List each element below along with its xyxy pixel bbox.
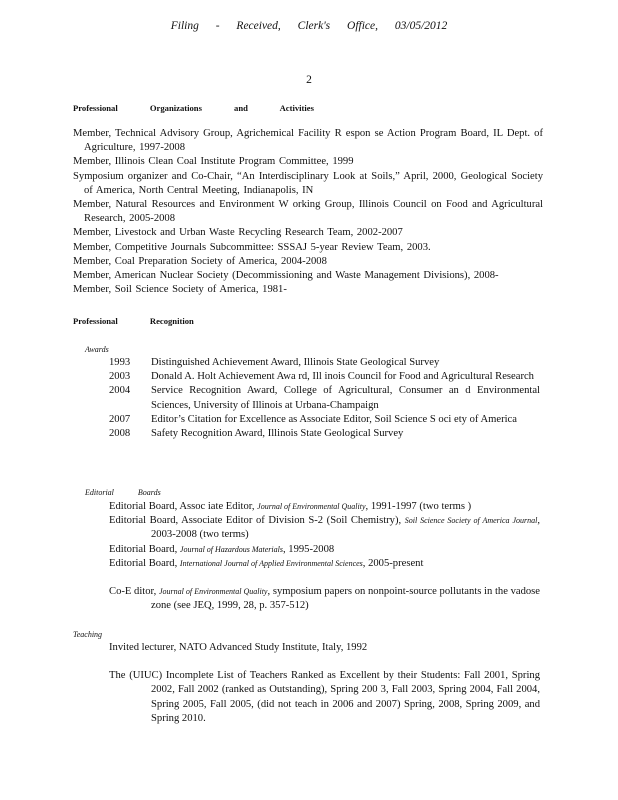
teaching-entry: The (UIUC) Incomplete List of Teachers Ranked as Excellent by their Students: Fall 2001, Spring 2002, Fall 2002 (ranked as Outstanding), Spring 200 3, Fall 2003, Spring 2004, Fall 2004, Spring 2005, Fall 2005, (did not teach in 2006 and 2007) Spring, 2008, Spring 2009, and Spring 2010.: [109, 670, 540, 724]
teaching-list: [109, 641, 540, 726]
org-entry: Symposium organizer and Co-Chair, “An Interdisciplinary Look at Soils,” April, 2000, Geological Society of America, North Central Meeting, Indianapolis, IN: [73, 170, 543, 196]
editorial-role: Editorial Board,: [109, 557, 178, 569]
editorial-term: , 1995-2008: [282, 543, 335, 555]
editorial-entry: [109, 543, 540, 557]
editorial-role: Co-E ditor,: [109, 586, 157, 598]
award-year: 2004: [109, 385, 131, 397]
teaching-label: Teaching: [73, 630, 103, 639]
editorial-term: , 1991-1997 (two terms ): [365, 501, 472, 512]
section-title-recognition: Professional Recognition: [73, 316, 194, 326]
journal-name: Soil Science Society of America Journal: [404, 516, 538, 526]
award-row: [109, 370, 540, 384]
org-entry: Member, Competitive Journals Subcommittee: SSSAJ 5-year Review Team, 2003.: [73, 241, 431, 253]
journal-name: Journal of Environmental Quality: [159, 587, 268, 597]
award-text: Service Recognition Award, College of Agricultural, Consumer an d Environmental Sciences, University of Illinois at Urbana-Champaign: [151, 385, 540, 411]
award-year: 2008: [109, 428, 131, 440]
org-entry: Member, American Nuclear Society (Decommissioning and Waste Management Divisions), 2008-: [73, 270, 499, 282]
editorial-entry: [109, 514, 540, 542]
award-year: 2003: [109, 371, 131, 383]
journal-name: Journal of Hazardous Materials: [179, 544, 283, 554]
organizations-list: [73, 127, 543, 297]
editorial-term: , 2003-2008 (two terms): [151, 515, 541, 541]
org-entry: Member, Livestock and Urban Waste Recycling Research Team, 2002-2007: [73, 227, 403, 239]
award-text: Donald A. Holt Achievement Awa rd, Ill inois Council for Food and Agricultural Research: [151, 371, 534, 383]
awards-label: Awards: [85, 345, 109, 354]
editorial-role: Editorial Board, Associate Editor of Division S-2 (Soil Chemistry),: [109, 515, 402, 527]
award-text: Distinguished Achievement Award, Illinois State Geological Survey: [151, 357, 440, 368]
org-entry: Member, Illinois Clean Coal Institute Program Committee, 1999: [73, 156, 354, 168]
journal-name: Journal of Environmental Quality: [257, 502, 366, 511]
editorial-entry: [109, 557, 540, 571]
journal-name: International Journal of Applied Environmental Sciences: [179, 558, 363, 568]
award-row: [109, 356, 540, 370]
teaching-entry: Invited lecturer, NATO Advanced Study Institute, Italy, 1992: [109, 642, 368, 653]
section-title-organizations: Professional Organizations and Activities: [73, 103, 314, 113]
award-row: [109, 384, 540, 412]
award-row: [109, 413, 540, 427]
award-year: 1993: [109, 357, 131, 368]
award-text: Safety Recognition Award, Illinois State Geological Survey: [151, 428, 404, 440]
editorial-boards-label: Editorial Boards: [85, 488, 161, 497]
filing-header: Filing - Received, Clerk's Office, 03/05/2012: [170, 20, 448, 32]
editorial-term: , symposium papers on nonpoint-source pollutants in the vadose zone (see JEQ, 1999, 28, p. 357-512): [151, 586, 541, 612]
editorial-entry: [109, 585, 540, 613]
award-text: Editor’s Citation for Excellence as Associate Editor, Soil Science S oci ety of America: [151, 413, 517, 425]
editorial-role: Editorial Board,: [109, 543, 178, 555]
org-entry: Member, Natural Resources and Environment W orking Group, Illinois Council on Food and Agricultural Research, 2005-2008: [73, 199, 543, 225]
award-year: 2007: [109, 413, 131, 425]
editorial-role: Editorial Board, Assoc iate Editor,: [109, 501, 255, 512]
awards-list: [109, 356, 540, 441]
editorial-boards-list: [109, 500, 540, 613]
org-entry: Member, Soil Science Society of America, 1981-: [73, 284, 287, 296]
editorial-entry: [109, 500, 540, 514]
editorial-term: , 2005-present: [362, 557, 424, 569]
org-entry: Member, Coal Preparation Society of America, 2004-2008: [73, 255, 327, 267]
org-entry: Member, Technical Advisory Group, Agrichemical Facility R espon se Action Program Board, IL Dept. of Agriculture, 1997-2008: [73, 128, 543, 154]
page-number: 2: [306, 74, 312, 86]
award-row: [109, 427, 540, 441]
